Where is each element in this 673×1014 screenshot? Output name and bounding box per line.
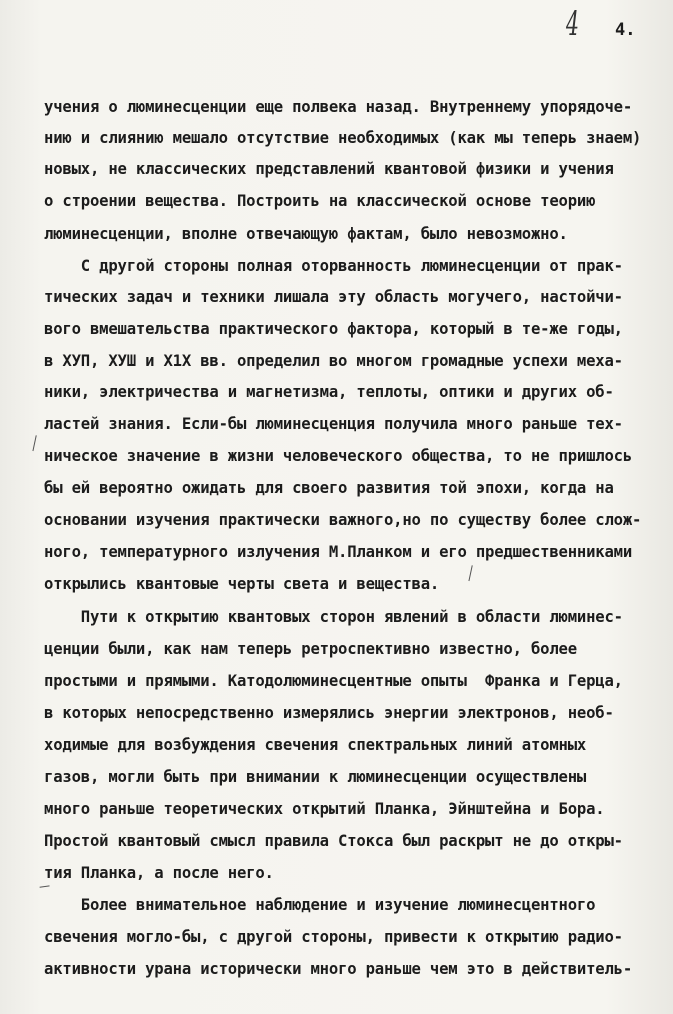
text-line: тических задач и техники лишала эту область могучего, настойчи- [44, 288, 623, 306]
text-line: ники, электричества и магнетизма, теплоты, оптики и других об- [44, 383, 614, 401]
text-line: в ХУП, ХУШ и Х1Х вв. определил во многом громадные успехи меха- [44, 352, 623, 370]
text-line: ценции были, как нам теперь ретроспективно известно, более [44, 640, 577, 658]
text-line: нию и слиянию мешало отсутствие необходимых (как мы теперь знаем) [44, 129, 642, 147]
text-line: много раньше теоретических открытий Планка, Эйнштейна и Бора. [44, 800, 605, 818]
text-line: Пути к открытию квантовых сторон явлений в области люминес- [44, 608, 623, 626]
margin-pencil-mark [32, 435, 44, 453]
text-line: активности урана исторически много раньше чем это в действитель- [44, 960, 633, 978]
text-line: вого вмешательства практического фактора, который в те-же годы, [44, 320, 623, 338]
text-line: Более внимательное наблюдение и изучение люминесцентного [44, 896, 596, 914]
text-line: учения о люминесценции еще полвека назад. Внутреннему упорядоче- [44, 98, 633, 116]
text-line: С другой стороны полная оторванность люминесценции от прак- [44, 257, 623, 275]
text-line: открылись квантовые черты света и вещества. [44, 575, 440, 593]
handwritten-page-mark: 4 [566, 4, 579, 44]
text-line: люминесценции, вполне отвечающую фактам, было невозможно. [44, 225, 568, 243]
text-line: ническое значение в жизни человеческого общества, то не пришлось [44, 447, 633, 465]
text-line: Простой квантовый смысл правила Стокса был раскрыт не до откры- [44, 832, 623, 850]
text-line: основании изучения практически важного,но по существу более слож- [44, 511, 642, 529]
text-line: ластей знания. Если-бы люминесценция получила много раньше тех- [44, 415, 623, 433]
text-line: простыми и прямыми. Катодолюминесцентные опыты Франка и Герца, [44, 672, 623, 690]
text-line: ного, температурного излучения М.Планком и его предшественниками [44, 543, 633, 561]
margin-pencil-mark [468, 565, 480, 583]
text-line: свечения могло-бы, с другой стороны, привести к открытию радио- [44, 928, 623, 946]
text-line: о строении вещества. Построить на классической основе теорию [44, 192, 596, 210]
text-line: газов, могли быть при внимании к люминесценции осуществлены [44, 768, 587, 786]
text-line: новых, не классических представлений квантовой физики и учения [44, 160, 614, 178]
text-line: ходимые для возбуждения свечения спектральных линий атомных [44, 736, 587, 754]
text-line: тия Планка, а после него. [44, 864, 274, 882]
page-number: 4. [615, 20, 636, 40]
text-line: бы ей вероятно ожидать для своего развития той эпохи, когда на [44, 479, 614, 497]
text-line: в которых непосредственно измерялись энергии электронов, необ- [44, 704, 614, 722]
